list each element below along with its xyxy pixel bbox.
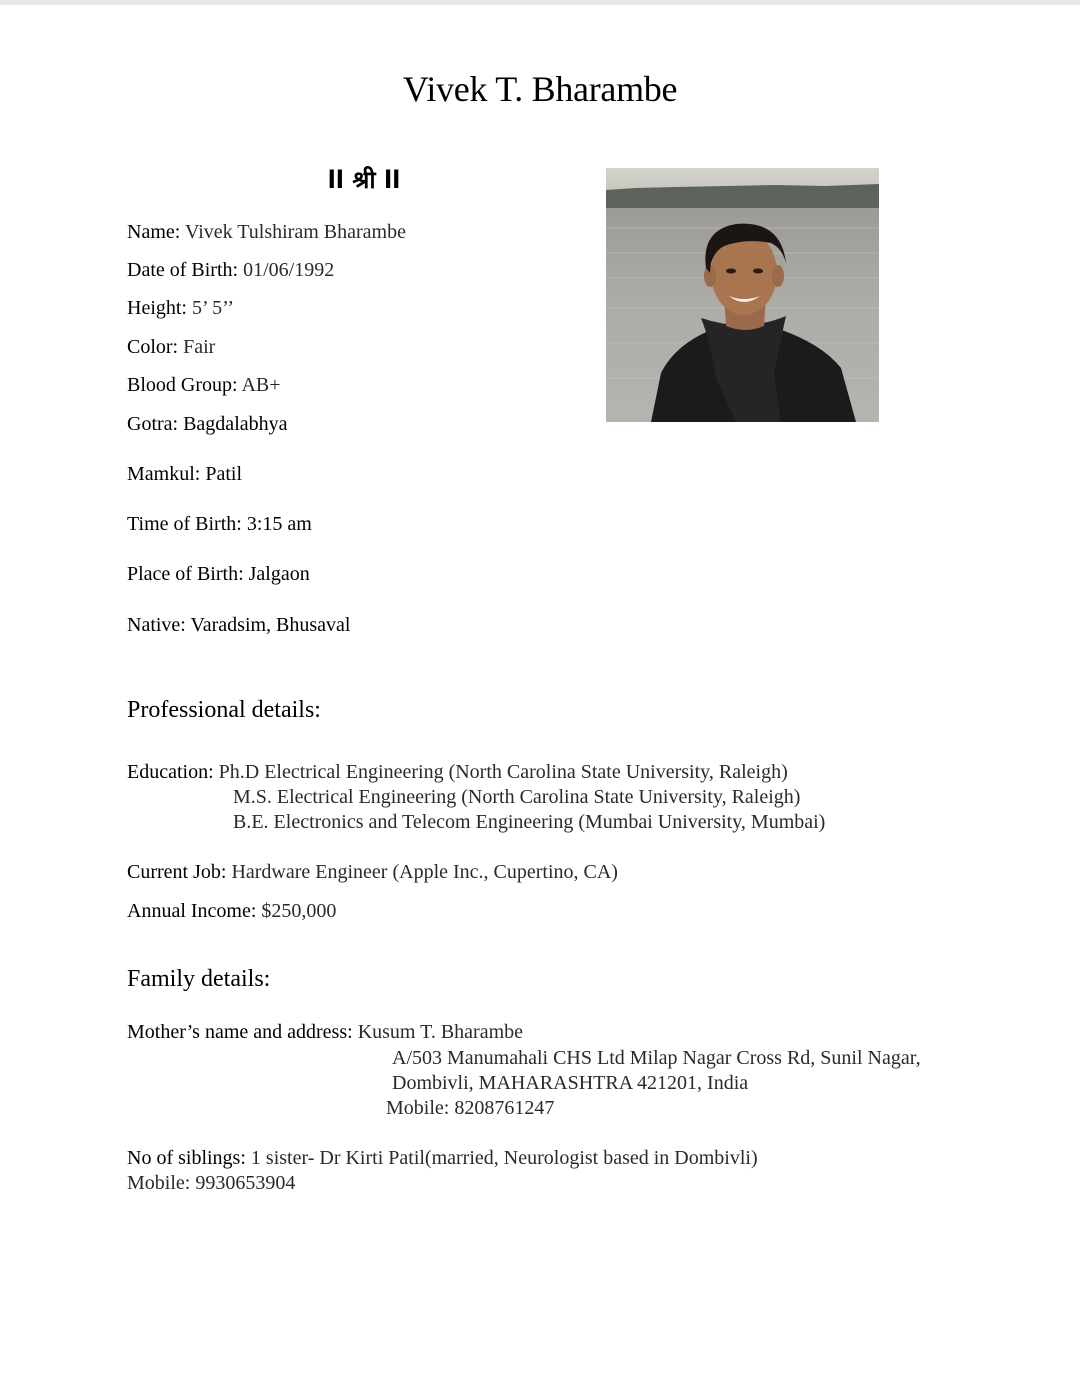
field-mother	[127, 1021, 523, 1044]
address-line: Dombivli, MAHARASHTRA 421201, India	[392, 1072, 749, 1094]
field-color	[127, 336, 215, 359]
field-place-of-birth	[127, 563, 310, 586]
field-value: Bagdalabhya	[183, 413, 288, 435]
field-value: Jalgaon	[248, 563, 310, 585]
field-current-job	[127, 861, 618, 884]
profile-photo	[606, 168, 879, 422]
sibling-mobile: Mobile: 9930653904	[127, 1172, 296, 1194]
field-label: Current Job:	[127, 861, 227, 883]
field-gotra	[127, 413, 288, 436]
field-value: 5’ 5’’	[192, 297, 235, 319]
address-line: A/503 Manumahali CHS Ltd Milap Nagar Cross Rd, Sunil Nagar,	[392, 1047, 921, 1069]
field-label: Height:	[127, 297, 187, 319]
top-border	[0, 0, 1080, 5]
field-blood-group	[127, 374, 281, 397]
family-heading: Family details:	[127, 966, 271, 992]
invocation-text: ll श्री ll	[327, 166, 401, 194]
field-value: Vivek Tulshiram Bharambe	[184, 221, 406, 243]
field-label: Native:	[127, 614, 186, 636]
field-label: Date of Birth:	[127, 259, 239, 281]
field-value: Fair	[183, 336, 216, 358]
education-line: Ph.D Electrical Engineering (North Carolina State University, Raleigh)	[218, 761, 788, 783]
education-line: B.E. Electronics and Telecom Engineering (Mumbai University, Mumbai)	[233, 811, 826, 833]
field-height	[127, 297, 234, 320]
field-value: Patil	[205, 463, 243, 485]
field-label: Education:	[127, 761, 214, 783]
field-date-of-birth	[127, 259, 334, 282]
field-native	[127, 614, 351, 637]
field-label: Blood Group:	[127, 374, 238, 396]
field-value: Hardware Engineer (Apple Inc., Cupertino, CA)	[231, 861, 618, 883]
field-label: No of siblings:	[127, 1147, 246, 1169]
field-time-of-birth	[127, 513, 312, 536]
document-title: Vivek T. Bharambe	[402, 69, 678, 109]
field-mamkul	[127, 463, 242, 486]
field-value: $250,000	[261, 900, 337, 922]
field-name	[127, 221, 406, 244]
field-value: Varadsim, Bhusaval	[190, 614, 351, 636]
field-label: Mother’s name and address:	[127, 1021, 353, 1043]
field-value: 3:15 am	[246, 513, 312, 535]
mother-mobile: Mobile: 8208761247	[386, 1097, 555, 1119]
professional-heading: Professional details:	[127, 697, 321, 723]
field-label: Annual Income:	[127, 900, 257, 922]
field-siblings	[127, 1147, 758, 1170]
mother-name: Kusum T. Bharambe	[357, 1021, 524, 1043]
field-label: Gotra:	[127, 413, 179, 435]
field-education	[127, 761, 788, 784]
field-value: AB+	[241, 374, 281, 396]
field-label: Place of Birth:	[127, 563, 244, 585]
field-value: 1 sister- Dr Kirti Patil(married, Neurologist based in Dombivli)	[250, 1147, 758, 1169]
education-line: M.S. Electrical Engineering (North Carolina State University, Raleigh)	[233, 786, 801, 808]
field-annual-income	[127, 900, 336, 923]
field-label: Name:	[127, 221, 181, 243]
field-value: 01/06/1992	[243, 259, 335, 281]
field-label: Color:	[127, 336, 179, 358]
field-label: Time of Birth:	[127, 513, 242, 535]
field-label: Mamkul:	[127, 463, 201, 485]
